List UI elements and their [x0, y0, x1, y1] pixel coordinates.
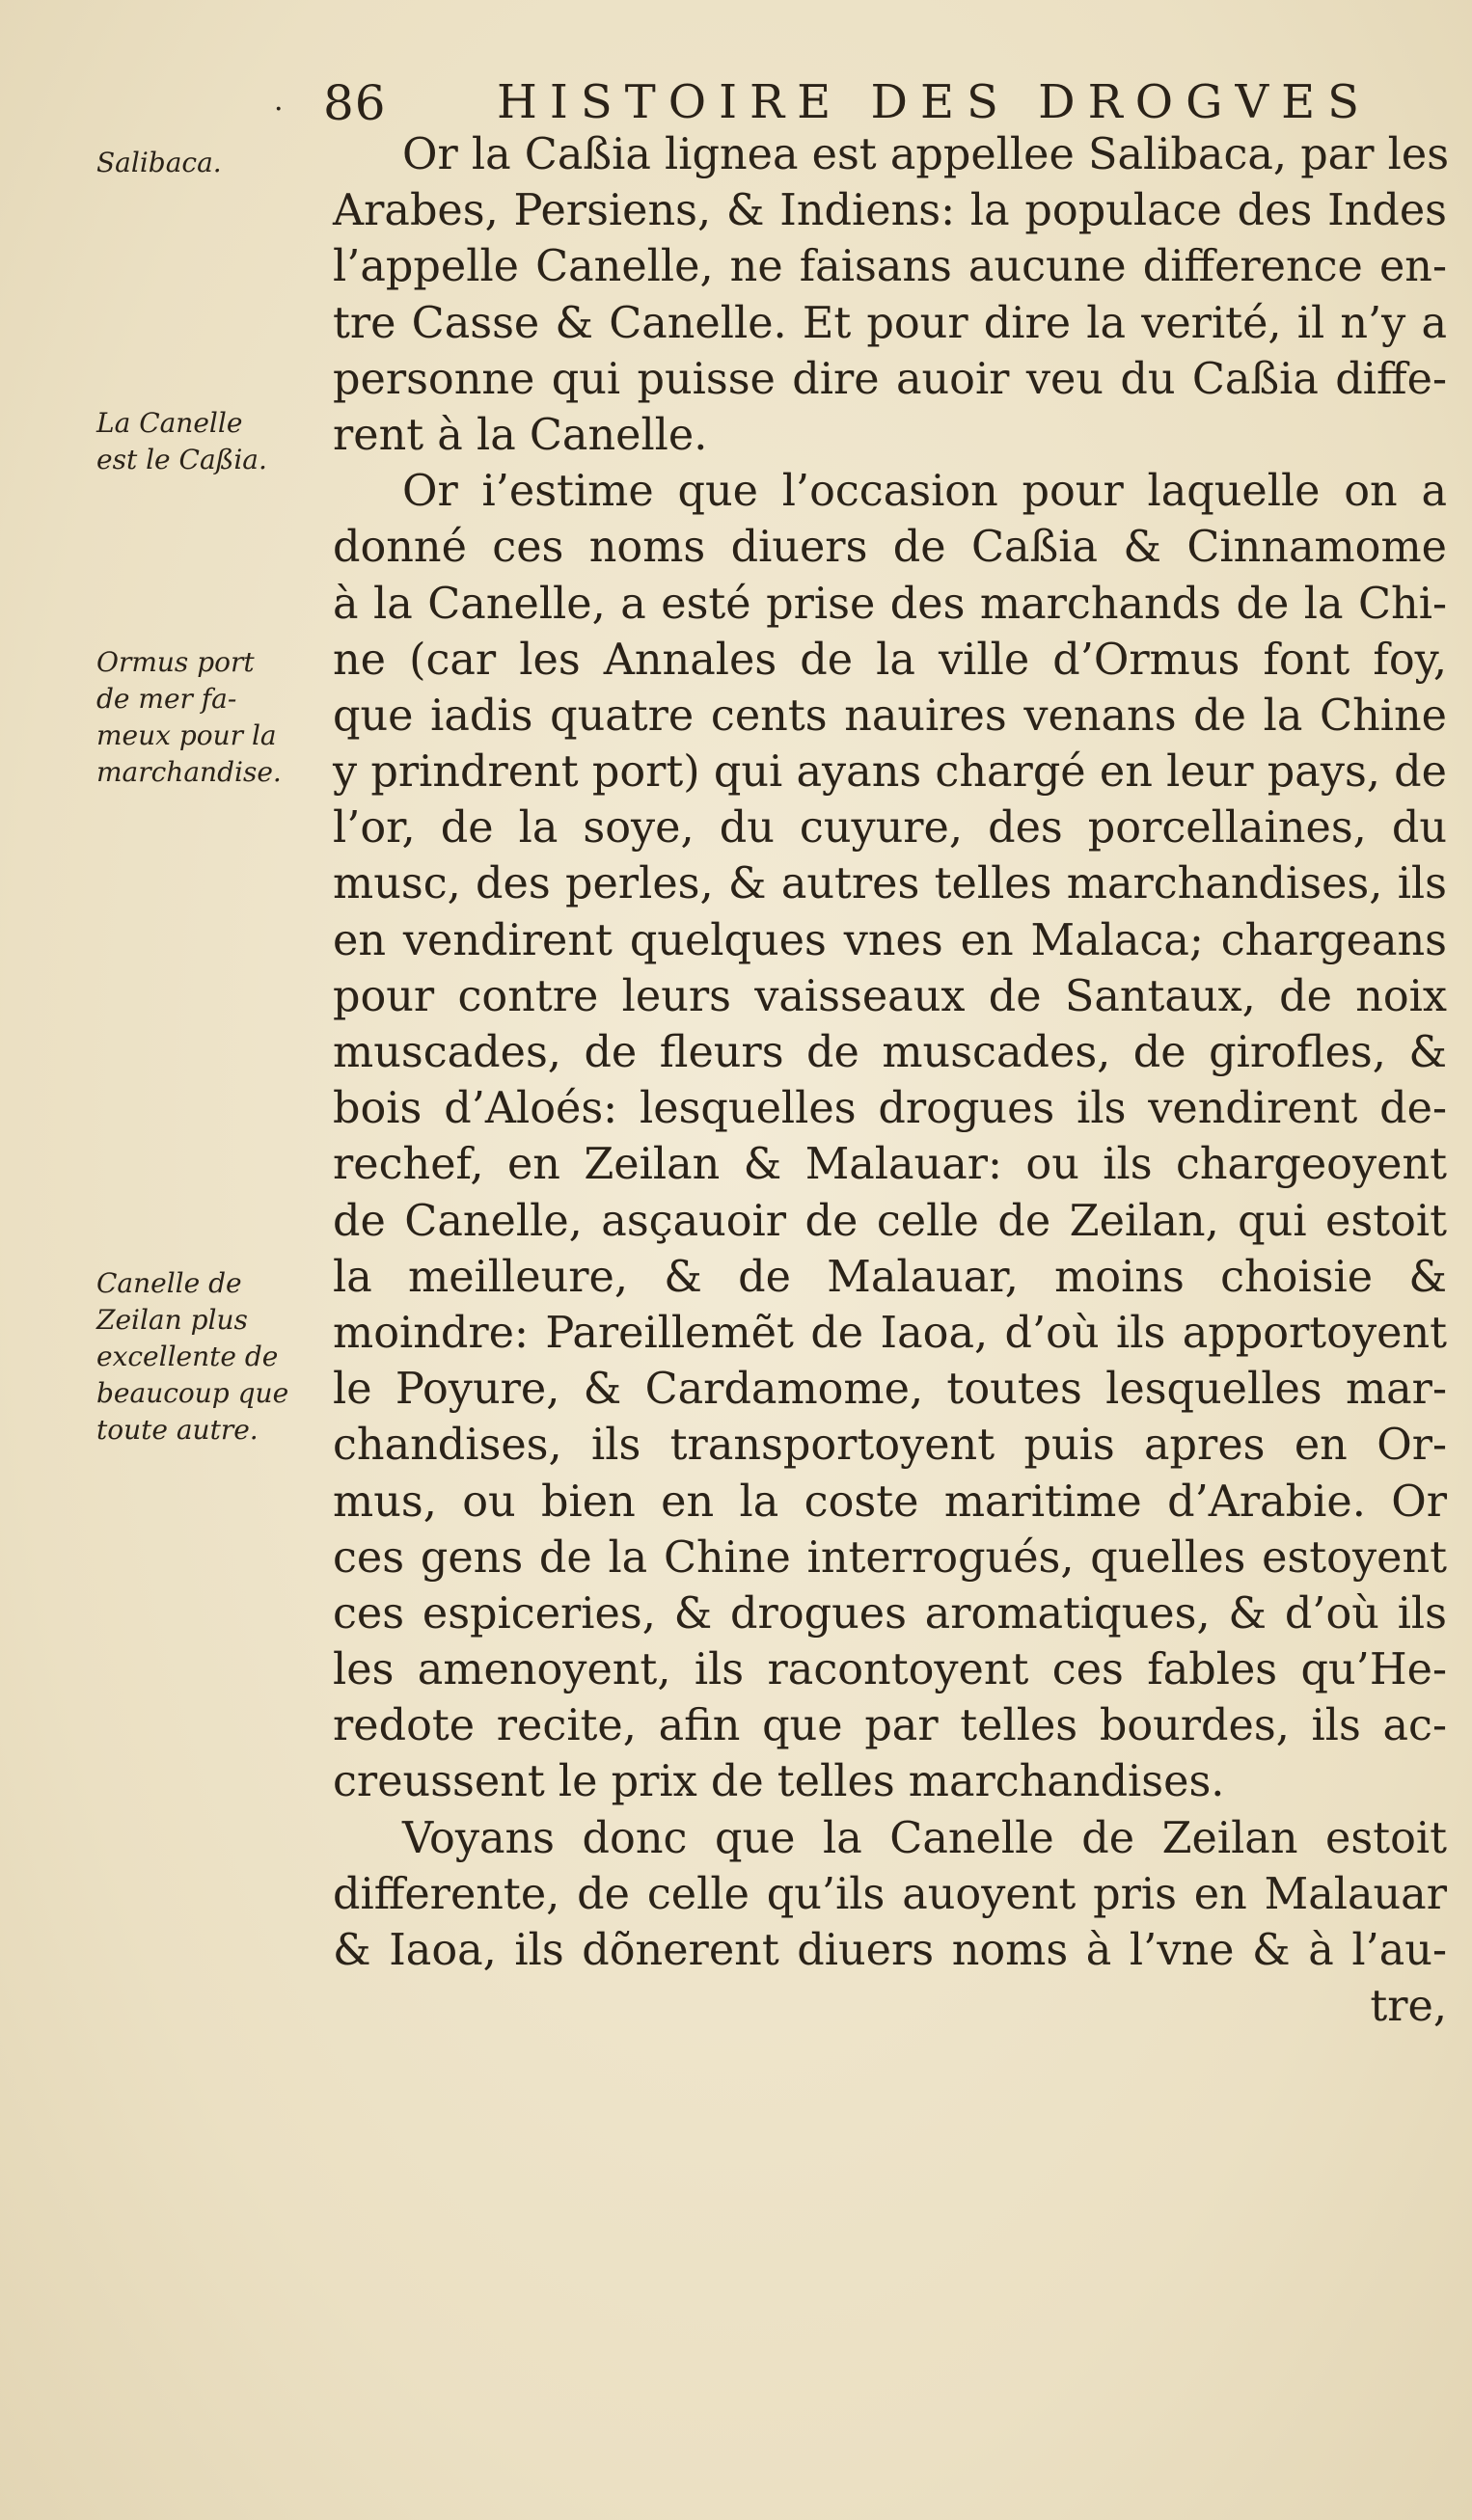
text-line: Or i’estime que l’occasion pour laquelle on a	[402, 467, 1447, 517]
text-line: ces espiceries, & drogues aromatiques, & d’où ils	[333, 1588, 1447, 1639]
text-line: bois d’Aloés: lesquelles drogues ils vendirent de-	[333, 1084, 1447, 1134]
text-line: y prindrent port) qui ayans chargé en leur pays, de	[333, 747, 1447, 798]
text-line: de Canelle, asçauoir de celle de Zeilan, qui estoit	[333, 1196, 1447, 1246]
catchword: tre,	[1370, 1982, 1447, 2032]
text-line: chandises, ils transportoyent puis apres en Or-	[333, 1421, 1447, 1471]
margin-note-canelle-cassia	[96, 405, 320, 478]
margin-note-salibaca	[96, 145, 320, 181]
margin-note-line: Salibaca.	[96, 147, 222, 178]
text-line: donné ces noms diuers de Caßia & Cinnamome	[333, 523, 1447, 573]
margin-note-line: Zeilan plus	[96, 1304, 248, 1336]
text-line: que iadis quatre cents nauires venans de la Chine	[333, 691, 1447, 741]
header-dot: ·	[274, 93, 284, 126]
text-line: muscades, de fleurs de muscades, de girofles, &	[333, 1028, 1447, 1077]
text-line: l’or, de la soye, du cuyure, des porcellaines, du	[333, 803, 1447, 854]
margin-note-line: marchandise.	[96, 756, 282, 788]
text-line: pour contre leurs vaisseaux de Santaux, de noix	[333, 971, 1447, 1021]
margin-note-line: Ormus port	[96, 646, 255, 678]
margin-note-line: toute autre.	[96, 1414, 259, 1446]
text-line: mus, ou bien en la coste maritime d’Arabie. Or	[333, 1477, 1447, 1527]
text-line: les amenoyent, ils racontoyent ces fables qu’He-	[333, 1645, 1447, 1695]
margin-note-line: beaucoup que	[96, 1377, 289, 1409]
text-line: Arabes, Persiens, & Indiens: la populace des Indes	[333, 186, 1447, 236]
margin-note-line: Canelle de	[96, 1267, 242, 1299]
text-line: en vendirent quelques vnes en Malaca; chargeans	[333, 915, 1447, 965]
page-number: 86	[323, 75, 387, 131]
text-line: tre Casse & Canelle. Et pour dire la verité, il n’y a	[333, 298, 1447, 348]
text-line: creussent le prix de telles marchandises.	[333, 1757, 1225, 1807]
running-title: HISTOIRE DES DROGVES	[497, 75, 1373, 129]
margin-note-canelle-zeilan	[96, 1265, 320, 1449]
text-line: rent à la Canelle.	[333, 410, 708, 460]
margin-note-line: est le Caßia.	[96, 444, 267, 475]
text-line: musc, des perles, & autres telles marchandises, ils	[333, 859, 1447, 909]
text-line: l’appelle Canelle, ne faisans aucune difference en-	[333, 242, 1447, 292]
text-line: & Iaoa, ils dõnerent diuers noms à l’vne & à l’au-	[333, 1926, 1447, 1975]
text-line: differente, de celle qu’ils auoyent pris en Malauar	[333, 1869, 1447, 1919]
text-line: personne qui puisse dire auoir veu du Caßia diffe-	[333, 354, 1447, 404]
text-line: ces gens de la Chine interrogués, quelles estoyent	[333, 1532, 1447, 1583]
text-line: ne (car les Annales de la ville d’Ormus font foy,	[333, 635, 1447, 685]
text-line: Voyans donc que la Canelle de Zeilan estoit	[402, 1813, 1447, 1863]
text-line: à la Canelle, a esté prise des marchands de la Chi-	[333, 579, 1447, 629]
margin-note-line: excellente de	[96, 1341, 279, 1372]
margin-note-line: meux pour la	[96, 719, 277, 751]
margin-note-ormus	[96, 644, 320, 791]
text-line: rechef, en Zeilan & Malauar: ou ils chargeoyent	[333, 1140, 1447, 1190]
text-line: la meilleure, & de Malauar, moins choisie &	[333, 1252, 1447, 1302]
text-line: moindre: Pareillemẽt de Iaoa, d’où ils apportoyent	[333, 1308, 1447, 1358]
body-text	[333, 127, 1450, 2035]
margin-note-line: La Canelle	[96, 407, 243, 439]
text-line: le Poyure, & Cardamome, toutes lesquelles mar-	[333, 1365, 1447, 1415]
text-line: redote recite, afin que par telles bourdes, ils ac-	[333, 1701, 1447, 1751]
margin-note-line: de mer fa-	[96, 683, 237, 715]
text-line: Or la Caßia lignea est appellee Salibaca, par les	[402, 130, 1450, 179]
